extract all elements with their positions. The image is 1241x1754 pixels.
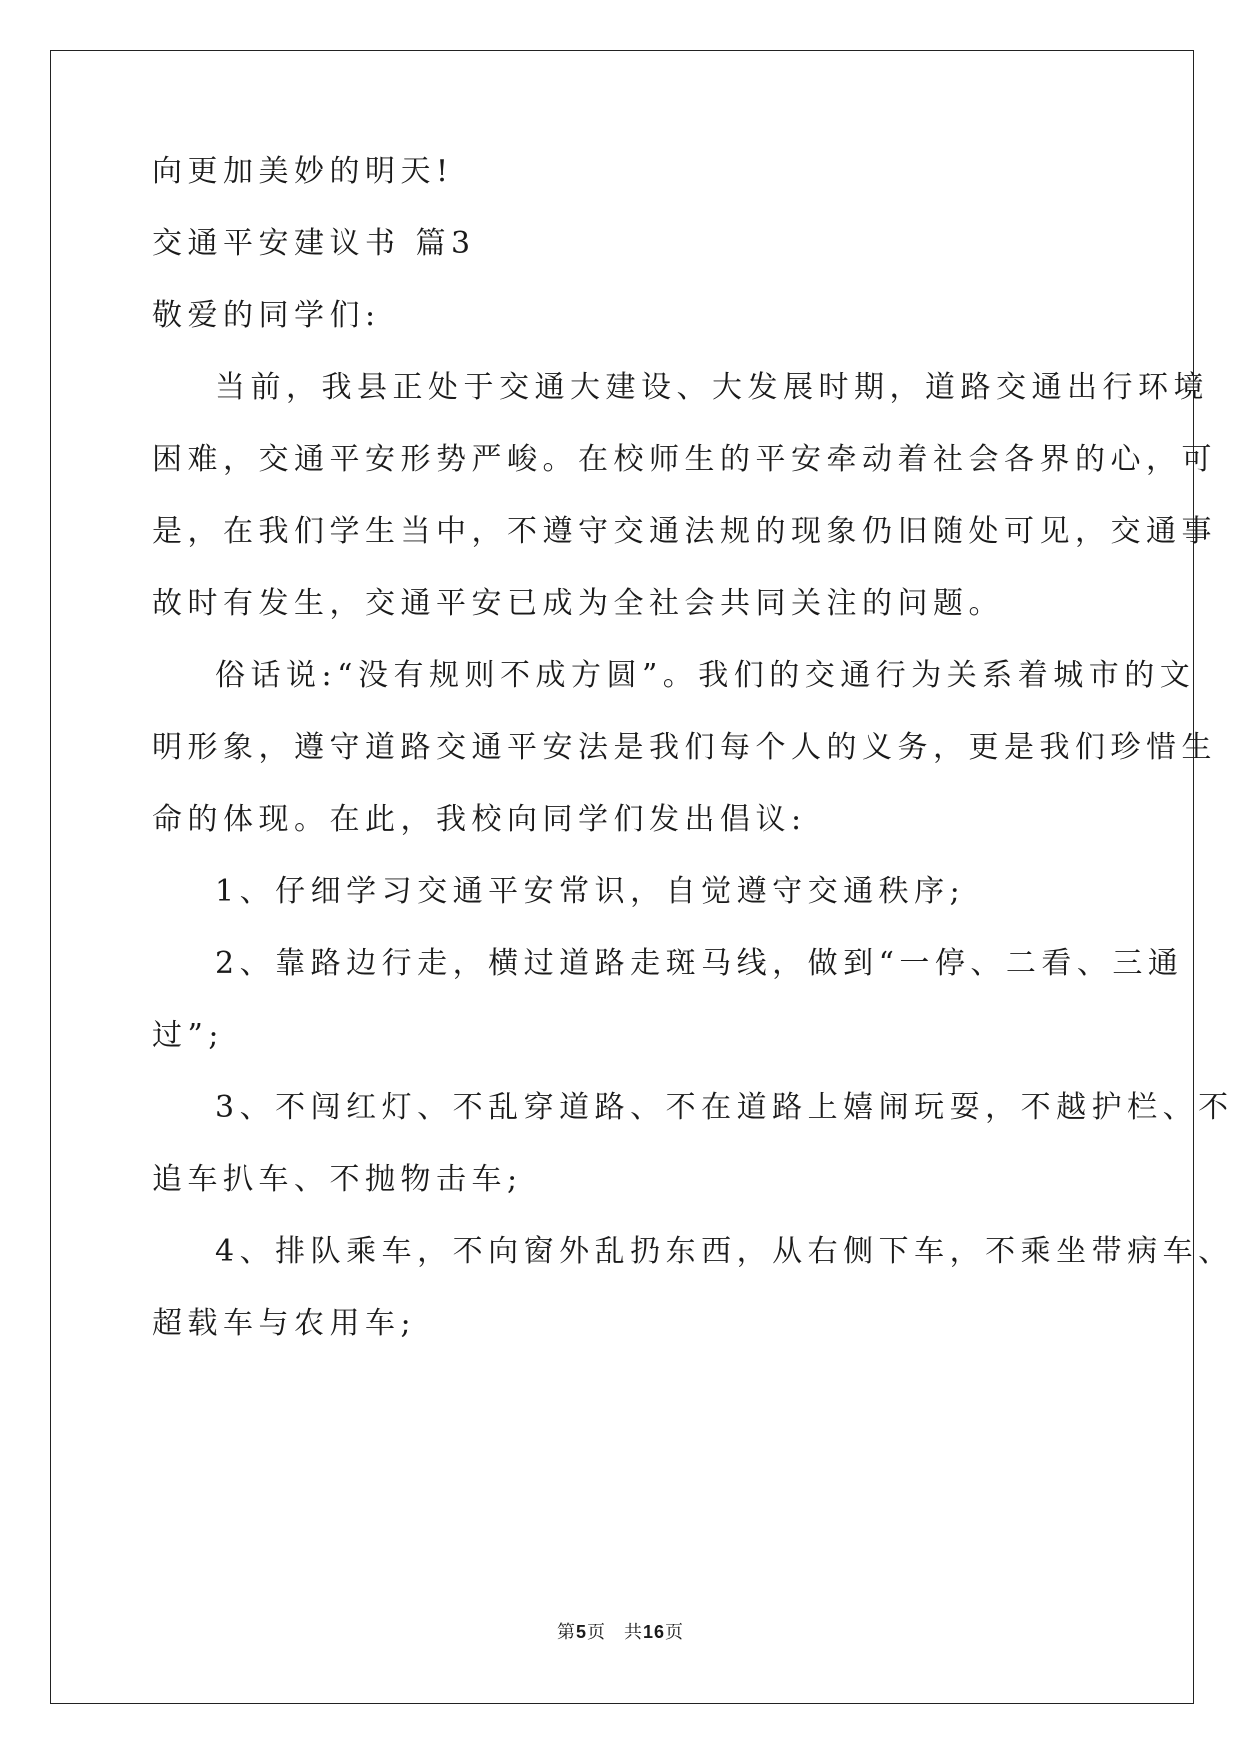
paragraph-2-line-1: 俗话说:“没有规则不成方圆”。我们的交通行为关系着城市的文 (215, 658, 1196, 693)
paragraph-1-line-2: 困难，交通平安形势严峻。在校师生的平安牵动着社会各界的心，可 (152, 442, 1217, 477)
paragraph-2-line-3: 命的体现。在此，我校向同学们发出倡议: (152, 802, 807, 837)
total-label-suffix: 页 (665, 1622, 685, 1643)
total-pages: 16 (642, 1622, 666, 1642)
total-label-prefix: 共 (623, 1622, 643, 1643)
list-item-1: 1、仔细学习交通平安常识，自觉遵守交通秩序; (215, 874, 966, 909)
list-item-4-line-1: 4、排队乘车，不向窗外乱扔东西，从右侧下车，不乘坐带病车、 (215, 1234, 1234, 1269)
section-heading: 交通平安建议书 篇3 (152, 226, 476, 261)
paragraph-1-line-3: 是，在我们学生当中，不遵守交通法规的现象仍旧随处可见，交通事 (152, 514, 1217, 549)
paragraph-2-line-2: 明形象，遵守道路交通平安法是我们每个人的义务，更是我们珍惜生 (152, 730, 1217, 765)
salutation: 敬爱的同学们: (152, 298, 381, 333)
page-footer (0, 1620, 1241, 1645)
list-item-3-line-2: 追车扒车、不抛物击车; (152, 1162, 523, 1197)
page-label-prefix: 第 (556, 1622, 576, 1643)
page-number: 5 (575, 1622, 587, 1642)
list-item-2-line-1: 2、靠路边行走，横过道路走斑马线，做到“一停、二看、三通 (215, 946, 1184, 981)
page-label-suffix: 页 (586, 1622, 606, 1643)
paragraph-1-line-4: 故时有发生，交通平安已成为全社会共同关注的问题。 (152, 586, 1004, 621)
list-item-2-line-2: 过”; (152, 1018, 224, 1053)
paragraph-1-line-1: 当前，我县正处于交通大建设、大发展时期，道路交通出行环境 (215, 370, 1209, 405)
text-line-closing: 向更加美妙的明天! (152, 154, 454, 189)
list-item-4-line-2: 超载车与农用车; (152, 1306, 417, 1341)
list-item-3-line-1: 3、不闯红灯、不乱穿道路、不在道路上嬉闹玩耍，不越护栏、不 (215, 1090, 1234, 1125)
